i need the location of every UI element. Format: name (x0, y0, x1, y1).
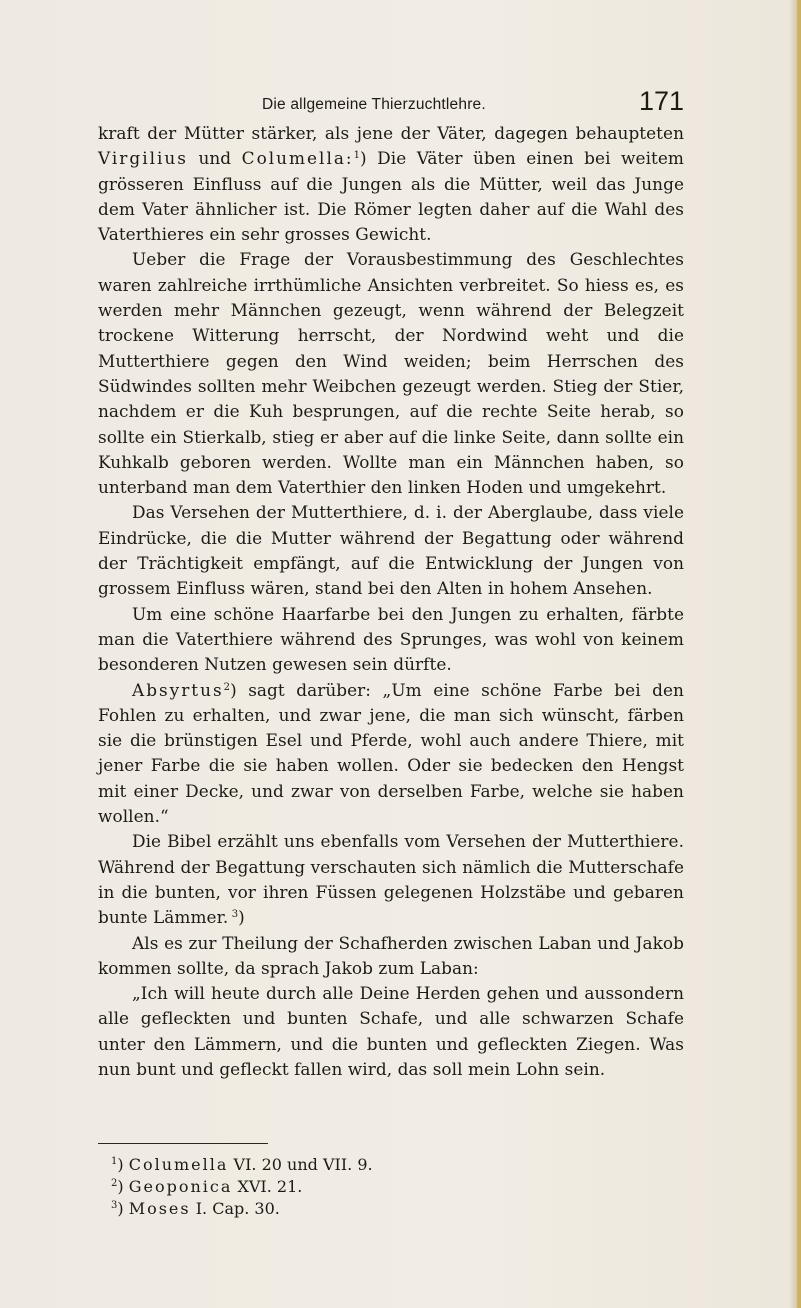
footnote-reference: XVI. 21. (237, 1177, 303, 1196)
running-title: Die allgemeine Thierzuchtlehre. (262, 96, 486, 113)
author-name: Columella: (241, 148, 354, 169)
page-edge-tint (797, 0, 801, 1308)
footnote: $^1$) Columella VI. 20 und VII. 9. (111, 1155, 373, 1174)
paragraph-2 (98, 247, 684, 500)
paragraph-text: „Ich will heute durch alle Deine Herden gehen und aussondern alle gefleckten und bunten Schafe, und alle schwarzen Schafe unter den Lämmern, und die bunten und gefleckten Ziegen. Was nun bunt und gefleckt fallen wird, das soll mein Lohn sein. (98, 983, 684, 1079)
main-text (98, 121, 684, 1082)
footnote-reference: VI. 20 und VII. 9. (233, 1155, 373, 1174)
footnote-marker: 1 (353, 150, 361, 162)
footnote-marker: 2 (223, 681, 231, 693)
paragraph-text: Ueber die Frage der Vorausbestimmung des Geschlechtes waren zahlreiche irrthümliche Ansichten verbreitet. So hiess es, es werden mehr Männchen gezeugt, wenn während der Belegzeit trockene Witterung herrscht, der Nordwind weht und die Mutterthiere gegen den Wind weiden; beim Herrschen des Südwindes sollten mehr Weibchen gezeugt werden. Stieg der Stier, nachdem er die Kuh besprungen, auf die rechte Seite herab, so sollte ein Stierkalb, stieg er aber auf die linke Seite, dann sollte ein Kuhkalb geboren werden. Wollte man ein Männchen haben, so unterband man dem Vaterthier den linken Hoden und umgekehrt. (98, 249, 684, 498)
footnotes (111, 1154, 671, 1220)
paragraph-text: ) Die Väter üben einen bei weitem grösseren Einfluss auf die Jungen als die Mütter, weil das Junge dem Vater ähnlicher ist. Die Römer legten daher auf die Wahl des Vaterthieres ein sehr grosses Gewicht. (98, 148, 684, 245)
paragraph-5 (98, 678, 684, 830)
footnote-reference: I. Cap. 30. (195, 1199, 280, 1218)
paragraph-1 (98, 121, 684, 247)
footnote-source: Moses (128, 1199, 191, 1218)
page-edge (789, 0, 801, 1308)
paragraph-text: kraft der Mütter stärker, als jene der Väter, dagegen behaupteten (98, 123, 684, 143)
footnote-source: Columella (128, 1155, 229, 1174)
paragraph-text: Die Bibel erzählt uns ebenfalls vom Versehen der Mutterthiere. Während der Begattung verschauten sich nämlich die Mutterschafe in die bunten, vor ihren Füssen gelegenen Holzstäbe und gebaren bunte Lämmer. (98, 831, 684, 928)
paragraph-6 (98, 829, 684, 930)
footnote-marker: 3 (111, 1200, 118, 1211)
paragraph-4 (98, 602, 684, 678)
footnote-marker: 3 (231, 909, 239, 921)
author-name: Virgilius (98, 148, 188, 169)
paragraph-text: Um eine schöne Haarfarbe bei den Jungen zu erhalten, färbte man die Vaterthiere während des Sprunges, was wohl von keinem besonderen Nutzen gewesen sein dürfte. (98, 603, 684, 675)
paragraph-text: und (187, 148, 242, 169)
footnote-marker: 2 (111, 1178, 118, 1189)
footnote: $^2$) Geoponica XVI. 21. (111, 1177, 303, 1196)
paragraph-8 (98, 981, 684, 1082)
paragraph-7 (98, 931, 684, 982)
footnote: $^3$) Moses I. Cap. 30. (111, 1199, 280, 1218)
paragraph-text: Das Versehen der Mutterthiere, d. i. der Aberglaube, dass viele Eindrücke, die die Mutter während der Begattung oder während der Trächtigkeit empfängt, auf die Entwicklung der Jungen von grossem Einfluss wären, stand bei den Alten in hohem Ansehen. (98, 502, 684, 599)
paragraph-text: ) (238, 907, 245, 928)
footnote-marker: 1 (111, 1156, 118, 1167)
running-header (98, 86, 684, 122)
paragraph-text: ) sagt darüber: „Um eine schöne Farbe bei den Fohlen zu erhalten, und zwar jene, die man sich wünscht, färben sie die brünstigen Esel und Pferde, wohl auch andere Thiere, mit jener Farbe die sie haben wollen. Oder sie bedecken den Hengst mit einer Decke, und zwar von derselben Farbe, welche sie haben wollen.“ (98, 679, 684, 827)
paragraph-text: Als es zur Theilung der Schafherden zwischen Laban und Jakob kommen sollte, da sprach Jakob zum Laban: (98, 932, 684, 978)
author-name: Absyrtus (132, 679, 224, 700)
footnote-source: Geoponica (128, 1177, 233, 1196)
page-number: 171 (638, 86, 684, 116)
footnote-rule (98, 1143, 268, 1144)
paragraph-3 (98, 500, 684, 601)
